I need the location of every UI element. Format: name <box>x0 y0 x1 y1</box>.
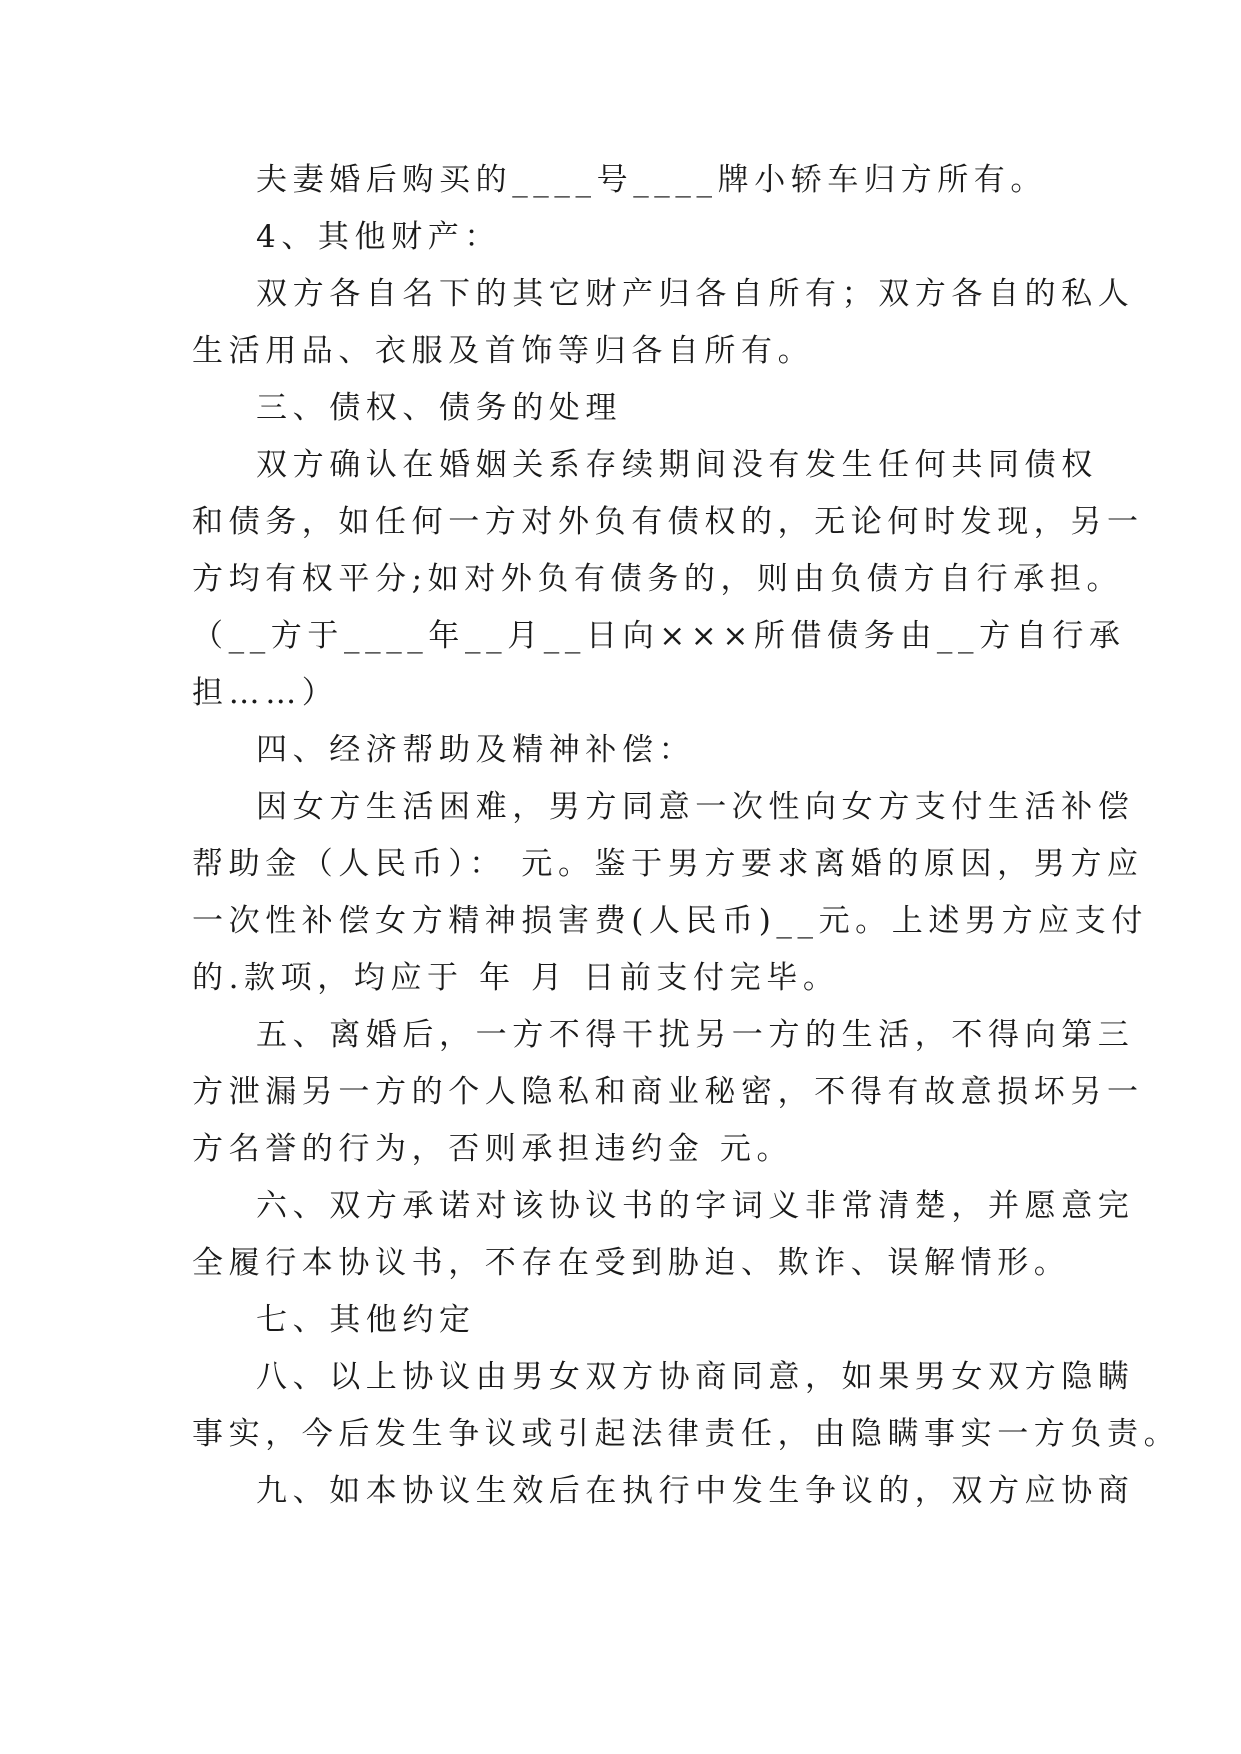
text-line: 担……） <box>192 675 339 711</box>
paragraph <box>192 1292 1048 1349</box>
text-line: 双方确认在婚姻关系存续期间没有发生任何共同债权 <box>256 447 1098 483</box>
paragraph <box>192 1178 1135 1292</box>
text-line: 因女方生活困难，男方同意一次性向女方支付生活补偿 <box>256 789 1135 825</box>
text-line: 生活用品、衣服及首饰等归各自所有。 <box>192 333 815 369</box>
paragraph <box>192 1007 1144 1178</box>
text-line: 和债务，如任何一方对外负有债权的，无论何时发现，另一 <box>192 504 1144 540</box>
paragraph <box>192 437 1144 722</box>
text-line: 方泄漏另一方的个人隐私和商业秘密，不得有故意损坏另一 <box>192 1074 1144 1110</box>
paragraph <box>192 1349 1181 1463</box>
paragraph <box>192 152 1048 209</box>
text-line: 双方各自名下的其它财产归各自所有；双方各自的私人 <box>256 276 1135 312</box>
text-line: 帮助金（人民币）： 元。鉴于男方要求离婚的原因，男方应 <box>192 846 1144 882</box>
text-line: （__方于____年__月__日向×××所借债务由__方自行承 <box>192 618 1126 654</box>
text-line: 八、以上协议由男女双方协商同意，如果男女双方隐瞒 <box>256 1359 1135 1395</box>
paragraph <box>192 380 1048 437</box>
text-line: 方均有权平分;如对外负有债务的，则由负债方自行承担。 <box>192 561 1124 597</box>
text-line: 五、离婚后，一方不得干扰另一方的生活，不得向第三 <box>256 1017 1135 1053</box>
text-line: 方名誉的行为，否则承担违约金 元。 <box>192 1131 794 1167</box>
paragraph <box>192 266 1135 380</box>
text-line: 夫妻婚后购买的____号____牌小轿车归方所有。 <box>256 162 1047 198</box>
paragraph <box>192 1463 1135 1520</box>
text-line: 九、如本协议生效后在执行中发生争议的，双方应协商 <box>256 1473 1135 1509</box>
text-line: 三、债权、债务的处理 <box>256 390 622 426</box>
text-line: 四、经济帮助及精神补偿： <box>256 732 696 768</box>
text-line: 的.款项，均应于 年 月 日前支付完毕。 <box>192 960 840 996</box>
text-line: 4、其他财产： <box>256 219 501 255</box>
paragraph <box>192 209 1048 266</box>
text-line: 全履行本协议书，不存在受到胁迫、欺诈、误解情形。 <box>192 1245 1071 1281</box>
text-line: 七、其他约定 <box>256 1302 476 1338</box>
text-line: 事实，今后发生争议或引起法律责任，由隐瞒事实一方负责。 <box>192 1416 1181 1452</box>
document-body <box>192 152 1181 1520</box>
text-line: 一次性补偿女方精神损害费(人民币)__元。上述男方应支付 <box>192 903 1148 939</box>
text-line: 六、双方承诺对该协议书的字词义非常清楚，并愿意完 <box>256 1188 1135 1224</box>
paragraph <box>192 722 1048 779</box>
paragraph <box>192 779 1148 1007</box>
